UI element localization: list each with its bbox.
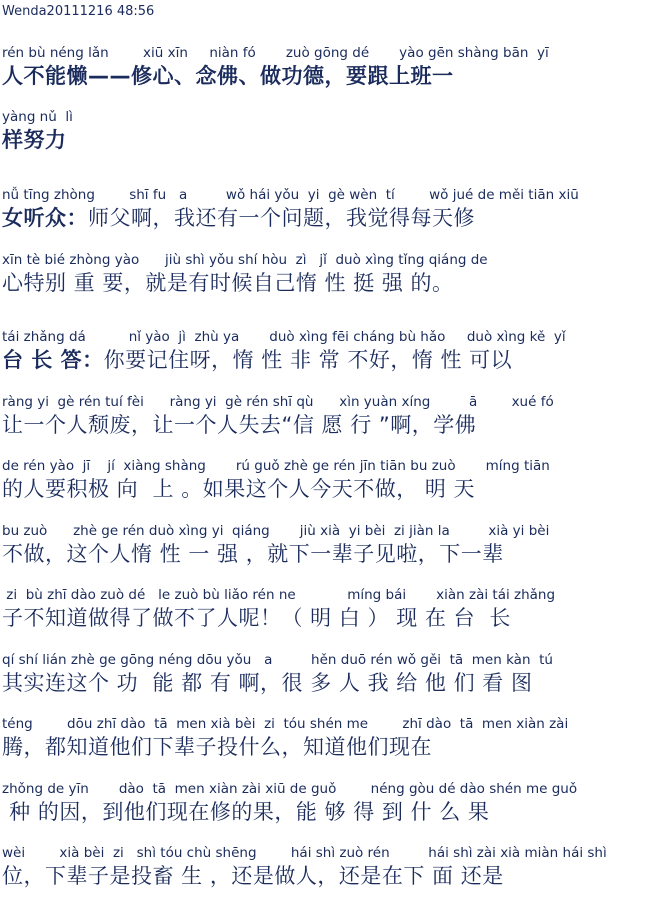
pinyin-line: tái zhǎng dá nǐ yào jì zhù ya duò xìng fēi cháng bù hǎo duò xìng kě yǐ xyxy=(2,329,566,345)
hanzi-line: 的人要积极 向 上 。如果这个人今天不做， 明 天 xyxy=(2,477,476,501)
text-line xyxy=(2,328,654,374)
hanzi-line: 其实连这个 功 能 都 有 啊，很 多 人 我 给 他 们 看 图 xyxy=(2,671,533,695)
text-line xyxy=(2,780,654,826)
hanzi-text: 你要记住呀，惰 性 非 常 不好，惰 性 可以 xyxy=(103,348,513,372)
hanzi-line: 心特别 重 要，就是有时候自己惰 性 挺 强 的。 xyxy=(2,271,454,295)
pinyin-line: qí shí lián zhè ge gōng néng dōu yǒu a hěn duō rén wǒ gěi tā men kàn tú xyxy=(2,652,553,668)
pinyin-line: yàng nǔ lì xyxy=(2,109,73,125)
speaker-label: 台 长 答： xyxy=(2,348,104,372)
pinyin-line: zhǒng de yīn dào tā men xiàn zài xiū de guǒ néng gòu dé dào shén me guǒ xyxy=(2,781,578,797)
pinyin-line: bu zuò zhè ge rén duò xìng yi qiáng jiù xià yi bèi zi jiàn la xià yi bèi xyxy=(2,523,550,539)
pinyin-line: ràng yi gè rén tuí fèi ràng yi gè rén shī qù xìn yuàn xíng ā xué fó xyxy=(2,394,554,410)
pinyin-line: de rén yào jī jí xiàng shàng rú guǒ zhè ge rén jīn tiān bu zuò míng tiān xyxy=(2,458,550,474)
pinyin-line: zi bù zhī dào zuò dé le zuò bù liǎo rén ne míng bái xiàn zài tái zhǎng xyxy=(2,587,556,603)
hanzi-line: 位，下辈子是投畜 生 ，还是做人，还是在下 面 还是 xyxy=(2,864,504,888)
hanzi-line: 种 的因，到他们现在修的果，能 够 得 到 什 么 果 xyxy=(2,800,490,824)
text-line xyxy=(2,715,654,761)
hanzi-line: 人不能懒——修心、念佛、做功德，要跟上班一 xyxy=(2,64,454,88)
text-line xyxy=(2,457,654,503)
hanzi-line: 不做，这个人惰 性 一 强 ，就下一辈子见啦，下一辈 xyxy=(2,542,504,566)
text-line xyxy=(2,586,654,632)
hanzi-line: 样努力 xyxy=(2,128,67,152)
hanzi-line xyxy=(2,346,654,374)
title-line-1 xyxy=(2,44,654,90)
text-line xyxy=(2,251,654,297)
hanzi-line: 腾，都知道他们下辈子投什么，知道他们现在 xyxy=(2,735,432,759)
text-line xyxy=(2,651,654,697)
text-line xyxy=(2,186,654,232)
pinyin-line: rén bù néng lǎn xiū xīn niàn fó zuò gōng dé yào gēn shàng bān yī xyxy=(2,45,549,61)
hanzi-line: 让一个人颓废，让一个人失去“信 愿 行 ”啊，学佛 xyxy=(2,413,477,437)
recording-header: Wenda20111216 48:56 xyxy=(2,4,155,19)
hanzi-text: 师父啊，我还有一个问题，我觉得每天修 xyxy=(88,206,475,230)
pinyin-line: nǚ tīng zhòng shī fu a wǒ hái yǒu yi gè wèn tí wǒ jué de měi tiān xiū xyxy=(2,187,579,203)
title-line-2 xyxy=(2,108,654,154)
pinyin-line: xīn tè bié zhòng yào jiù shì yǒu shí hòu zì jǐ duò xìng tǐng qiáng de xyxy=(2,252,488,268)
pinyin-line: téng dōu zhī dào tā men xià bèi zi tóu shén me zhī dào tā men xiàn zài xyxy=(2,716,569,732)
text-line xyxy=(2,844,654,890)
hanzi-line xyxy=(2,204,654,232)
text-line xyxy=(2,522,654,568)
text-line xyxy=(2,393,654,439)
speaker-label: 女听众： xyxy=(2,206,88,230)
pinyin-line: wèi xià bèi zi shì tóu chù shēng hái shì zuò rén hái shì zài xià miàn hái shì xyxy=(2,845,607,861)
hanzi-line: 子不知道做得了做不了人呢！（ 明 白 ） 现 在 台 长 xyxy=(2,606,511,630)
